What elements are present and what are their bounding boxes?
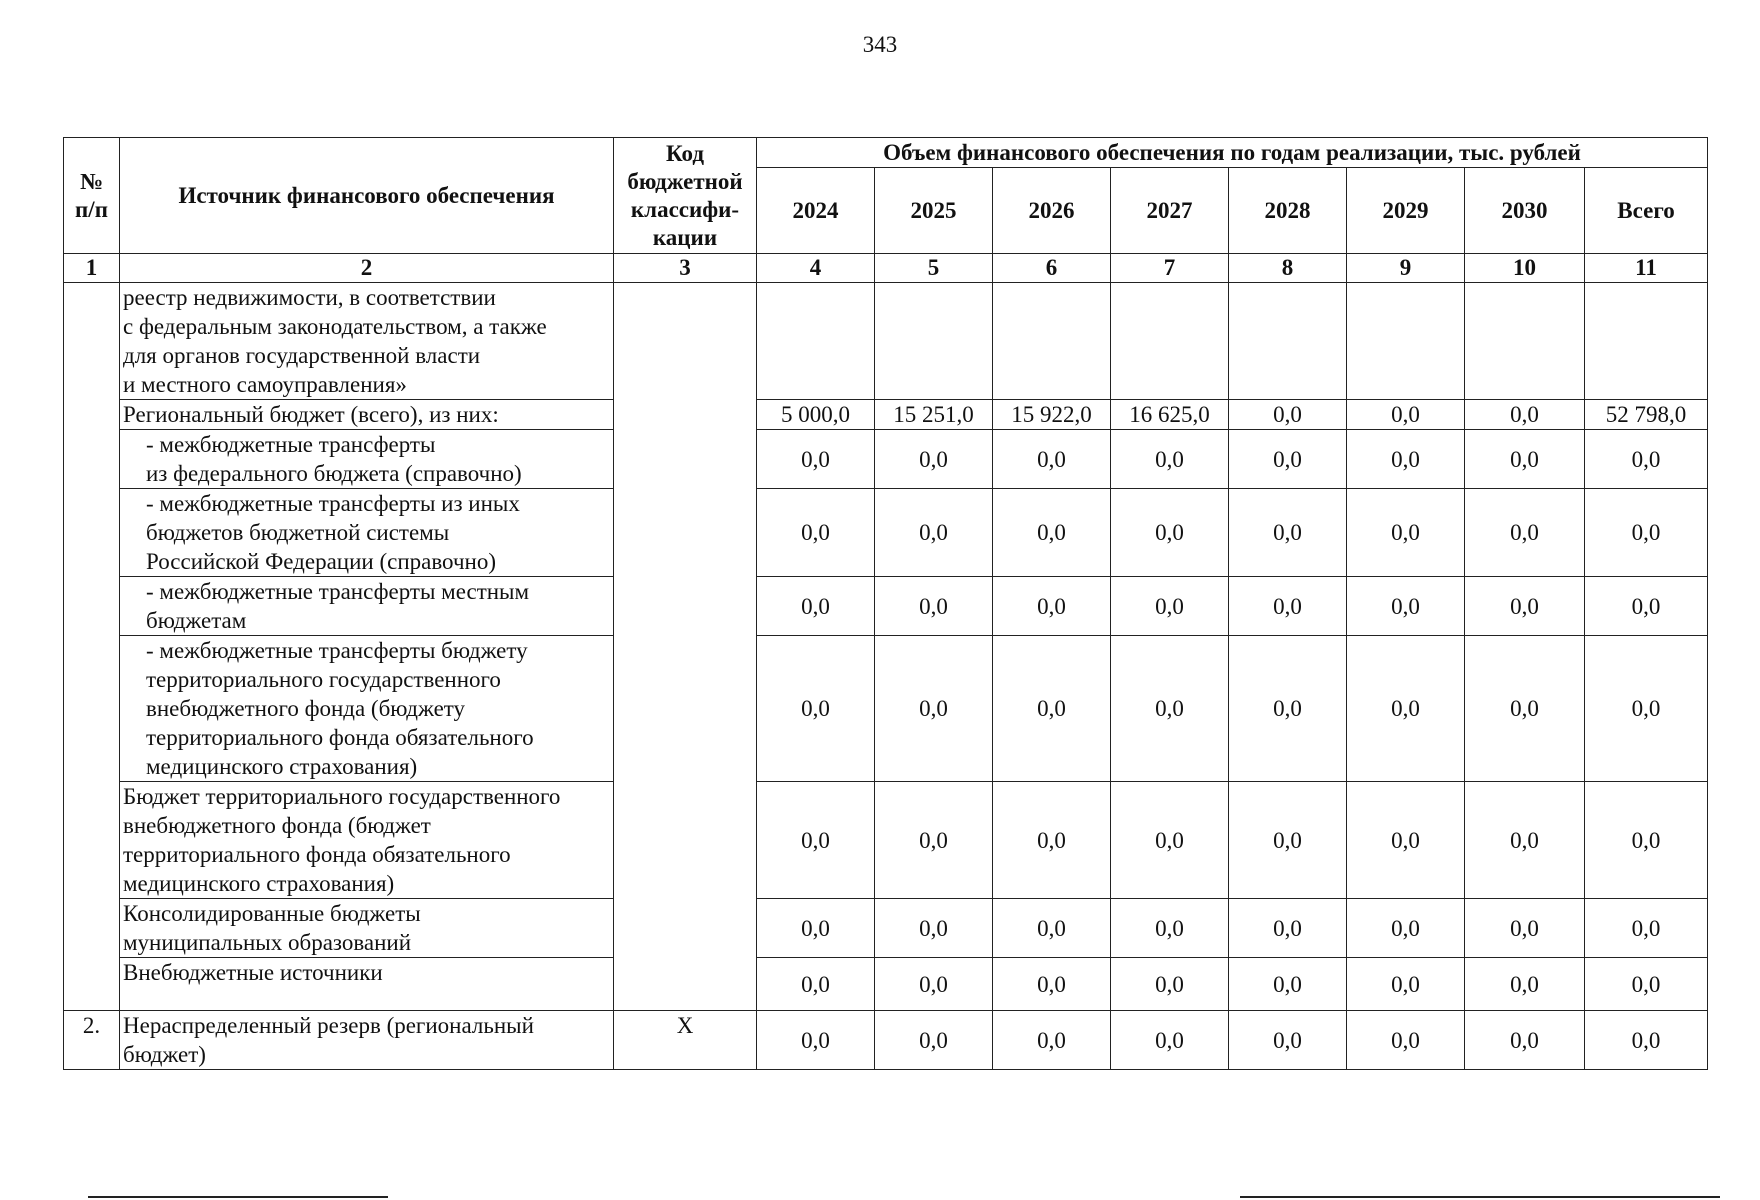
- column-number: 9: [1347, 254, 1465, 283]
- kbk-cell: [614, 283, 757, 1011]
- total-value-cell: 0,0: [1585, 782, 1708, 899]
- table-row: [64, 1011, 1708, 1070]
- year-value-cell: 0,0: [1465, 636, 1585, 782]
- year-value-cell: 0,0: [1347, 782, 1465, 899]
- table-row: [64, 958, 1708, 1011]
- total-value-cell: [1585, 283, 1708, 400]
- financing-table: [63, 137, 1708, 1070]
- header-volume: Объем финансового обеспечения по годам реализации, тыс. рублей: [757, 138, 1708, 168]
- row-number-cell: 2.: [64, 1011, 120, 1070]
- header-year: 2030: [1465, 168, 1585, 254]
- source-cell: - межбюджетные трансферты из иных бюджетов бюджетной системы Российской Федерации (справочно): [120, 489, 614, 577]
- total-value-cell: 0,0: [1585, 899, 1708, 958]
- year-value-cell: 0,0: [757, 782, 875, 899]
- column-number: 11: [1585, 254, 1708, 283]
- year-value-cell: 0,0: [993, 489, 1111, 577]
- total-value-cell: 0,0: [1585, 1011, 1708, 1070]
- source-cell: Консолидированные бюджеты муниципальных образований: [120, 899, 614, 958]
- header-total: Всего: [1585, 168, 1708, 254]
- year-value-cell: 0,0: [1111, 636, 1229, 782]
- year-value-cell: 0,0: [1465, 577, 1585, 636]
- year-value-cell: 0,0: [993, 577, 1111, 636]
- year-value-cell: 0,0: [1229, 899, 1347, 958]
- year-value-cell: 0,0: [1111, 489, 1229, 577]
- year-value-cell: 0,0: [757, 636, 875, 782]
- table-row: [64, 577, 1708, 636]
- year-value-cell: 0,0: [993, 782, 1111, 899]
- table-row: [64, 636, 1708, 782]
- year-value-cell: 0,0: [993, 958, 1111, 1011]
- header-year: 2028: [1229, 168, 1347, 254]
- year-value-cell: 15 922,0: [993, 400, 1111, 430]
- year-value-cell: 0,0: [1229, 782, 1347, 899]
- year-value-cell: 0,0: [993, 899, 1111, 958]
- column-number: 3: [614, 254, 757, 283]
- column-number: 8: [1229, 254, 1347, 283]
- year-value-cell: 0,0: [757, 1011, 875, 1070]
- year-value-cell: 0,0: [757, 430, 875, 489]
- year-value-cell: 0,0: [1347, 577, 1465, 636]
- year-value-cell: 0,0: [1111, 1011, 1229, 1070]
- year-value-cell: 5 000,0: [757, 400, 875, 430]
- page-number: 343: [862, 32, 898, 57]
- year-value-cell: 0,0: [1111, 430, 1229, 489]
- total-value-cell: 0,0: [1585, 577, 1708, 636]
- year-value-cell: 0,0: [757, 899, 875, 958]
- bottom-rule-left: [88, 1196, 388, 1198]
- column-number: 10: [1465, 254, 1585, 283]
- year-value-cell: 0,0: [757, 958, 875, 1011]
- year-value-cell: 0,0: [757, 577, 875, 636]
- year-value-cell: 0,0: [1347, 400, 1465, 430]
- year-value-cell: 0,0: [1347, 636, 1465, 782]
- header-source: Источник финансового обеспечения: [120, 138, 614, 254]
- year-value-cell: 0,0: [875, 636, 993, 782]
- header-year: 2024: [757, 168, 875, 254]
- year-value-cell: 0,0: [757, 489, 875, 577]
- table-row: [64, 400, 1708, 430]
- column-numbers-row: [64, 254, 1708, 283]
- year-value-cell: [993, 283, 1111, 400]
- source-cell: Нераспределенный резерв (региональный бюджет): [120, 1011, 614, 1070]
- year-value-cell: 0,0: [875, 430, 993, 489]
- year-value-cell: 0,0: [1229, 577, 1347, 636]
- total-value-cell: 0,0: [1585, 636, 1708, 782]
- year-value-cell: 0,0: [1229, 489, 1347, 577]
- total-value-cell: 52 798,0: [1585, 400, 1708, 430]
- year-value-cell: [1229, 283, 1347, 400]
- total-value-cell: 0,0: [1585, 489, 1708, 577]
- year-value-cell: 0,0: [1347, 430, 1465, 489]
- year-value-cell: 0,0: [1229, 400, 1347, 430]
- year-value-cell: [1347, 283, 1465, 400]
- year-value-cell: 15 251,0: [875, 400, 993, 430]
- year-value-cell: 0,0: [1465, 958, 1585, 1011]
- year-value-cell: 0,0: [1465, 400, 1585, 430]
- year-value-cell: 0,0: [875, 899, 993, 958]
- year-value-cell: 0,0: [1229, 430, 1347, 489]
- year-value-cell: 0,0: [1111, 577, 1229, 636]
- year-value-cell: 0,0: [1465, 489, 1585, 577]
- source-cell: - межбюджетные трансферты бюджету территориального государственного внебюджетного фонда (бюджету территориального фонда обязательного медицинского страхования): [120, 636, 614, 782]
- year-value-cell: 0,0: [875, 577, 993, 636]
- year-value-cell: 0,0: [1111, 899, 1229, 958]
- year-value-cell: 16 625,0: [1111, 400, 1229, 430]
- header-year: 2026: [993, 168, 1111, 254]
- year-value-cell: 0,0: [1347, 489, 1465, 577]
- row-number-cell: [64, 283, 120, 1011]
- header-year: 2027: [1111, 168, 1229, 254]
- total-value-cell: 0,0: [1585, 958, 1708, 1011]
- year-value-cell: 0,0: [1229, 958, 1347, 1011]
- table-row: [64, 430, 1708, 489]
- source-cell: - межбюджетные трансферты местным бюджетам: [120, 577, 614, 636]
- table-row: [64, 782, 1708, 899]
- year-value-cell: [1465, 283, 1585, 400]
- source-cell: - межбюджетные трансферты из федерального бюджета (справочно): [120, 430, 614, 489]
- header-num: № п/п: [64, 138, 120, 254]
- year-value-cell: [875, 283, 993, 400]
- column-number: 7: [1111, 254, 1229, 283]
- column-number: 2: [120, 254, 614, 283]
- year-value-cell: 0,0: [1347, 1011, 1465, 1070]
- year-value-cell: 0,0: [1229, 1011, 1347, 1070]
- kbk-cell: X: [614, 1011, 757, 1070]
- source-cell: Региональный бюджет (всего), из них:: [120, 400, 614, 430]
- year-value-cell: 0,0: [1465, 1011, 1585, 1070]
- year-value-cell: 0,0: [993, 1011, 1111, 1070]
- year-value-cell: 0,0: [875, 958, 993, 1011]
- column-number: 1: [64, 254, 120, 283]
- bottom-rule-right: [1240, 1196, 1720, 1198]
- column-number: 5: [875, 254, 993, 283]
- year-value-cell: 0,0: [993, 430, 1111, 489]
- source-cell: Бюджет территориального государственного внебюджетного фонда (бюджет территориального фонда обязательного медицинского страхования): [120, 782, 614, 899]
- year-value-cell: 0,0: [993, 636, 1111, 782]
- header-kbk: Код бюджетной классифи-кации: [614, 138, 757, 254]
- table-row: [64, 283, 1708, 400]
- year-value-cell: [757, 283, 875, 400]
- source-cell: реестр недвижимости, в соответствии с федеральным законодательством, а также для органов государственной власти и местного самоуправления»: [120, 283, 614, 400]
- total-value-cell: 0,0: [1585, 430, 1708, 489]
- year-value-cell: 0,0: [875, 489, 993, 577]
- year-value-cell: 0,0: [875, 782, 993, 899]
- header-year: 2025: [875, 168, 993, 254]
- year-value-cell: 0,0: [1111, 782, 1229, 899]
- year-value-cell: 0,0: [1111, 958, 1229, 1011]
- year-value-cell: 0,0: [1347, 958, 1465, 1011]
- column-number: 4: [757, 254, 875, 283]
- table-row: [64, 899, 1708, 958]
- year-value-cell: 0,0: [875, 1011, 993, 1070]
- source-cell: Внебюджетные источники: [120, 958, 614, 1011]
- year-value-cell: 0,0: [1465, 899, 1585, 958]
- header-year: 2029: [1347, 168, 1465, 254]
- year-value-cell: 0,0: [1465, 782, 1585, 899]
- year-value-cell: [1111, 283, 1229, 400]
- year-value-cell: 0,0: [1229, 636, 1347, 782]
- year-value-cell: 0,0: [1465, 430, 1585, 489]
- year-value-cell: 0,0: [1347, 899, 1465, 958]
- table-row: [64, 489, 1708, 577]
- column-number: 6: [993, 254, 1111, 283]
